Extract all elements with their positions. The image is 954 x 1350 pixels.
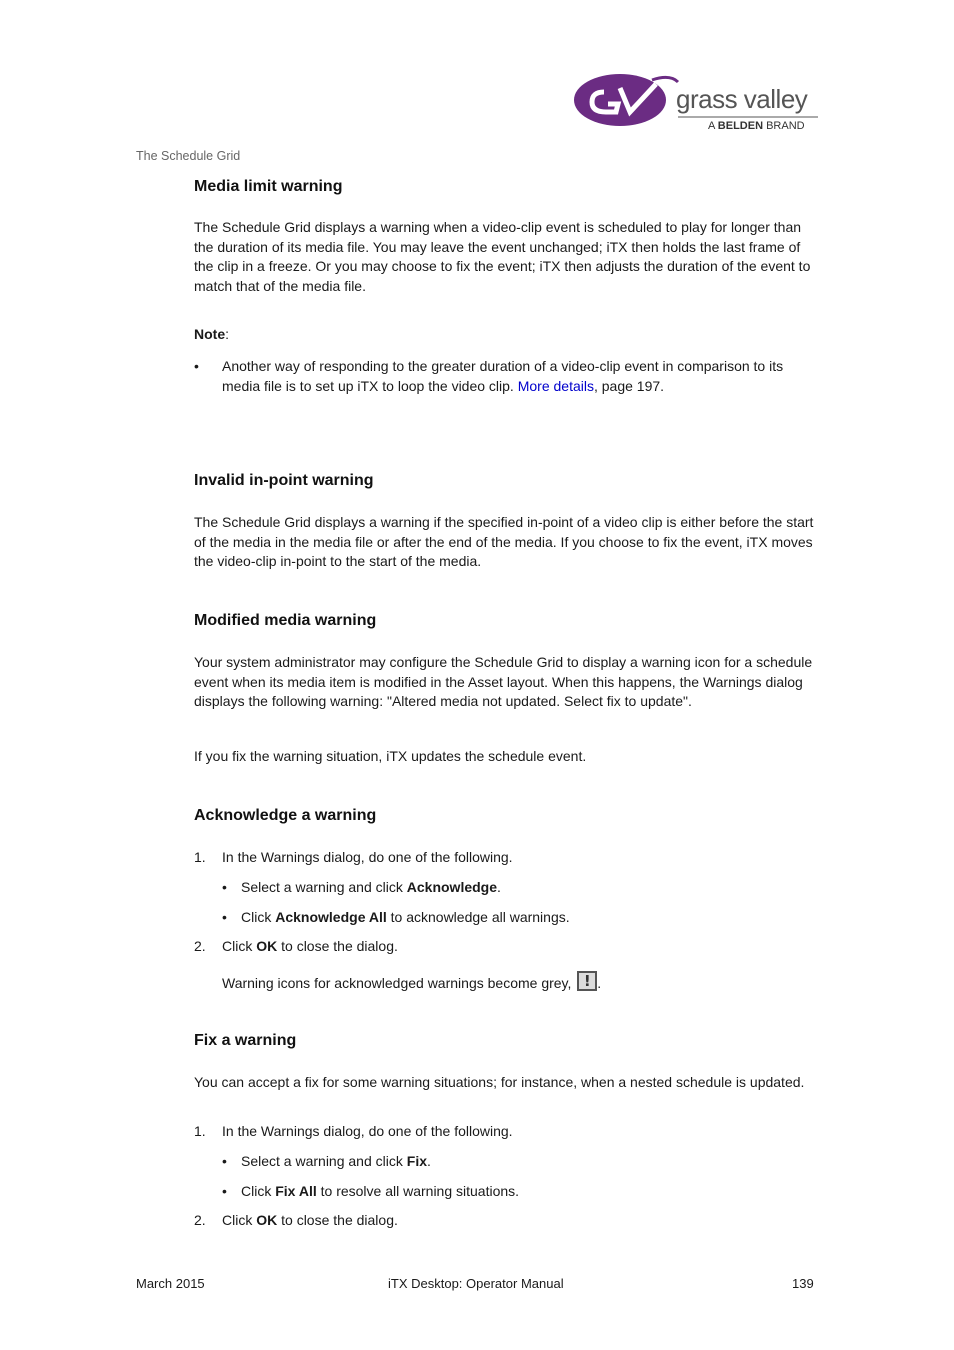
ack-result: Warning icons for acknowledged warnings become grey, ! . <box>222 972 602 991</box>
ok-label: OK <box>256 938 278 954</box>
paragraph-invalid-inpoint: The Schedule Grid displays a warning if the specified in-point of a video clip is either before the start of the media in the media file or after the end of the media. If you choose to fix the event, iTX moves the video-clip in-point to the start of the media. <box>194 514 814 569</box>
grass-valley-logo <box>574 70 824 136</box>
bullet-marker: • <box>194 358 199 374</box>
running-head: The Schedule Grid <box>136 149 241 163</box>
bullet-marker: • <box>222 909 227 925</box>
heading-acknowledge: Acknowledge a warning <box>194 807 377 824</box>
paragraph-modified-media-1: Your system administrator may configure the Schedule Grid to display a warning icon for a schedule event when its media item is modified in the Asset layout. When this happens, the Warnings dialog displays the following warning: "Altered media not updated. Select fix to update". <box>194 654 813 709</box>
step-number: 2. <box>194 1212 206 1228</box>
heading-modified-media: Modified media warning <box>194 612 377 629</box>
ok-label: OK <box>256 1212 278 1228</box>
paragraph-modified-media-2: If you fix the warning situation, iTX updates the schedule event. <box>194 748 587 764</box>
acknowledge-all-label: Acknowledge All <box>275 909 387 925</box>
bullet-marker: • <box>222 1153 227 1169</box>
footer-page-number: 139 <box>792 1276 814 1291</box>
note-page-ref: , page 197. <box>593 377 665 394</box>
heading-fix: Fix a warning <box>194 1032 297 1049</box>
fix-all-label: Fix All <box>275 1183 317 1199</box>
grey-warning-icon: ! <box>577 971 597 991</box>
footer-date: March 2015 <box>136 1276 205 1291</box>
bullet-marker: • <box>222 1183 227 1199</box>
footer-title: iTX Desktop: Operator Manual <box>388 1276 564 1291</box>
bullet-marker: • <box>222 879 227 895</box>
step-number: 1. <box>194 849 206 865</box>
paragraph-media-limit: The Schedule Grid displays a warning when a video-clip event is scheduled to play for longer than the duration of its media file. You may leave the event unchanged; iTX then holds the last frame of the clip in a freeze. Or you may choose to fix the event; iTX then adjusts the duration of the event to match that of the media file. <box>194 219 811 294</box>
step-number: 1. <box>194 1123 206 1139</box>
paragraph-fix: You can accept a fix for some warning situations; for instance, when a nested schedule is updated. <box>194 1074 805 1090</box>
more-details-link[interactable]: More details <box>517 377 594 394</box>
heading-invalid-inpoint: Invalid in-point warning <box>194 472 374 489</box>
fix-label: Fix <box>406 1153 427 1169</box>
note-label: Note: <box>194 326 230 342</box>
heading-media-limit: Media limit warning <box>194 178 343 195</box>
logo-tagline: A BELDEN BRAND <box>708 120 805 132</box>
acknowledge-label: Acknowledge <box>406 879 498 895</box>
note-text: Another way of responding to the greater duration of a video-clip event in comparison to its media file is to set up iTX to loop the video clip. <box>222 358 784 394</box>
logo-wordmark: grass valley <box>676 84 808 114</box>
step-number: 2. <box>194 938 206 954</box>
